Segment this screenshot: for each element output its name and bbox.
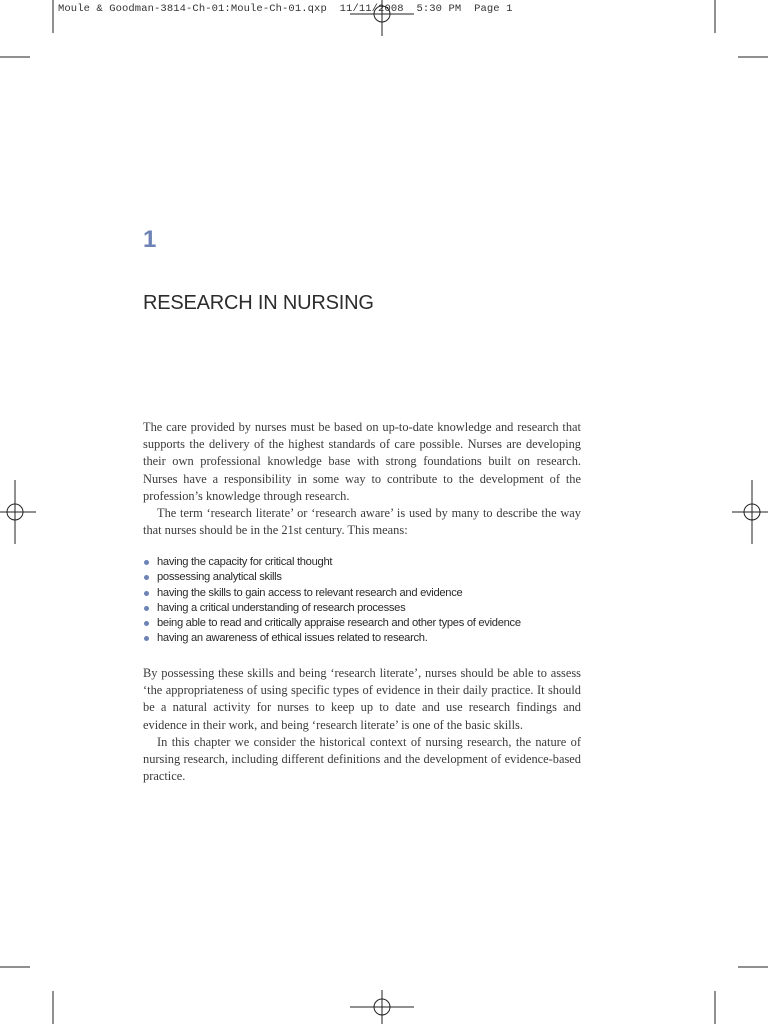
bullet-icon: [144, 575, 149, 580]
closing-paragraph-2: In this chapter we consider the historical context of nursing research, the nature of nursing research, including different definitions and the development of evidence-based practice.: [143, 734, 581, 784]
list-item: [143, 555, 583, 570]
list-item-text: having the capacity for critical thought: [157, 556, 333, 568]
research-skills-list: [143, 555, 583, 647]
list-item-text: possessing analytical skills: [157, 571, 282, 584]
closing-paragraph-1: By possessing these skills and being ‘research literate’, nurses should be able to assess ‘the appropriateness of using specific types of evidence in their daily practice. It should be a natural activity for nurses to keep up to date and use research findings and evidence in their work, and being ‘research literate’ is one of the basic skills.: [143, 666, 581, 732]
registration-mark-bottom: [350, 990, 414, 1024]
intro-text: [143, 419, 581, 539]
bullet-icon: [144, 591, 149, 596]
list-item: [143, 570, 583, 585]
closing-text: [143, 665, 581, 785]
list-item-text: having an awareness of ethical issues related to research.: [157, 632, 428, 645]
bullet-icon: [144, 606, 149, 611]
intro-paragraph-2: The term ‘research literate’ or ‘research aware’ is used by many to describe the way that nurses should be in the 21st century. This means:: [143, 506, 581, 538]
list-item: [143, 616, 583, 631]
chapter-title: RESEARCH IN NURSING: [143, 292, 374, 314]
bullet-icon: [144, 621, 149, 626]
list-item: [143, 631, 583, 646]
list-item-text: having a critical understanding of research processes: [157, 601, 406, 614]
list-item: [143, 586, 583, 601]
chapter-number: 1: [143, 226, 157, 253]
intro-paragraph-1: The care provided by nurses must be based on up-to-date knowledge and research that supports the delivery of the highest standards of care possible. Nurses are developing their own professional knowledge base with strong foundations built on research. Nurses have a responsibility in some way to contribute to the development of the profession’s knowledge through research.: [143, 420, 581, 503]
list-item: [143, 601, 583, 616]
registration-mark-top: [350, 0, 414, 36]
list-item-text: being able to read and critically appraise research and other types of evidence: [157, 617, 521, 630]
printer-slug-line: Moule & Goodman-3814-Ch-01:Moule-Ch-01.qxp 11/11/2008 5:30 PM Page 1: [58, 3, 513, 15]
bullet-icon: [144, 636, 149, 641]
bullet-icon: [144, 560, 149, 565]
registration-mark-right: [732, 480, 768, 544]
list-item-text: having the skills to gain access to relevant research and evidence: [157, 586, 463, 599]
registration-mark-left: [0, 480, 36, 544]
